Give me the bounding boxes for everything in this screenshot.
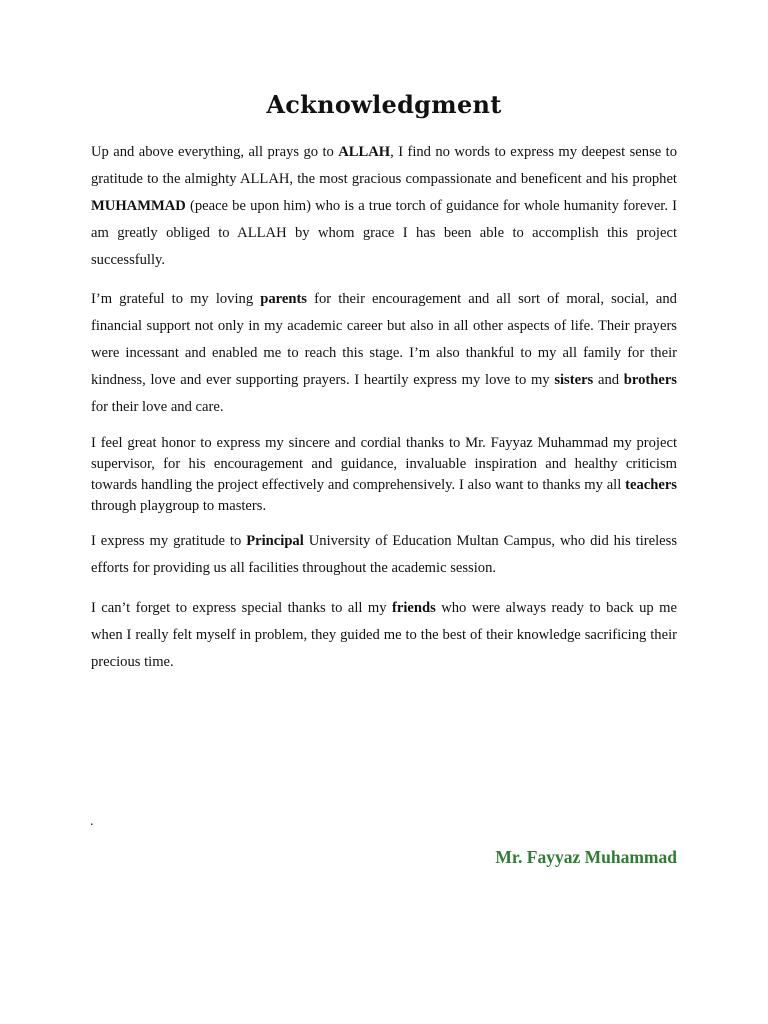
paragraph-text: I can’t forget to express special thanks to all my — [91, 600, 392, 616]
paragraph-friends — [91, 595, 677, 676]
emphasis-text: MUHAMMAD — [91, 198, 186, 214]
stray-mark: . — [90, 814, 94, 829]
paragraph-text: through playgroup to masters. — [91, 498, 267, 514]
signature: Mr. Fayyaz Muhammad — [495, 847, 677, 867]
paragraph-text: for their love and care. — [91, 399, 224, 415]
paragraph-text: Up and above everything, all prays go to — [91, 144, 339, 160]
page-title: Acknowledgment — [266, 90, 502, 119]
emphasis-text: teachers — [625, 477, 677, 493]
paragraph-text: (peace be upon him) who is a true torch of guidance for whole humanity forever. I am greatly obliged to ALLAH by whom grace I has been able to accomplish this project successfully. — [91, 198, 677, 268]
paragraph-parents — [91, 286, 677, 421]
paragraph-text: I express my gratitude to — [91, 533, 247, 549]
emphasis-text: ALLAH — [338, 144, 391, 160]
paragraph-text: I’m grateful to my loving — [91, 291, 261, 307]
paragraph-text: for their encouragement and all sort of moral, social, and financial support not only in my academic career but also in all other aspects of life. Their prayers were incessant and enabled me to reach this stage. I’m also thankful to my all family for their kindness, love and ever supporting prayers. I heartily express my love to my — [91, 291, 677, 388]
emphasis-text: Principal — [246, 533, 304, 549]
emphasis-text: parents — [260, 291, 307, 307]
paragraph-supervisor — [91, 433, 677, 517]
paragraph-text: I feel great honor to express my sincere and cordial thanks to Mr. Fayyaz Muhammad my project supervisor, for his encouragement and guidance, invaluable inspiration and healthy criticism towards handling the project effectively and comprehensively. I also want to thanks my all — [91, 435, 677, 493]
paragraph-text: University of Education Multan Campus, who did his tireless efforts for providing us all facilities throughout the academic session. — [91, 533, 677, 576]
paragraph-text: , I find no words to express my deepest sense to gratitude to the almighty ALLAH, the most gracious compassionate and beneficent and his prophet — [91, 144, 677, 187]
paragraph-text: and — [593, 372, 624, 388]
paragraph-principal — [91, 528, 677, 582]
emphasis-text: friends — [392, 600, 436, 616]
paragraph-allah — [91, 139, 677, 274]
emphasis-text: sisters — [554, 372, 594, 388]
paragraph-text: who were always ready to back up me when I really felt myself in problem, they guided me to the best of their knowledge sacrificing their precious time. — [91, 600, 677, 670]
emphasis-text: brothers — [623, 372, 677, 388]
